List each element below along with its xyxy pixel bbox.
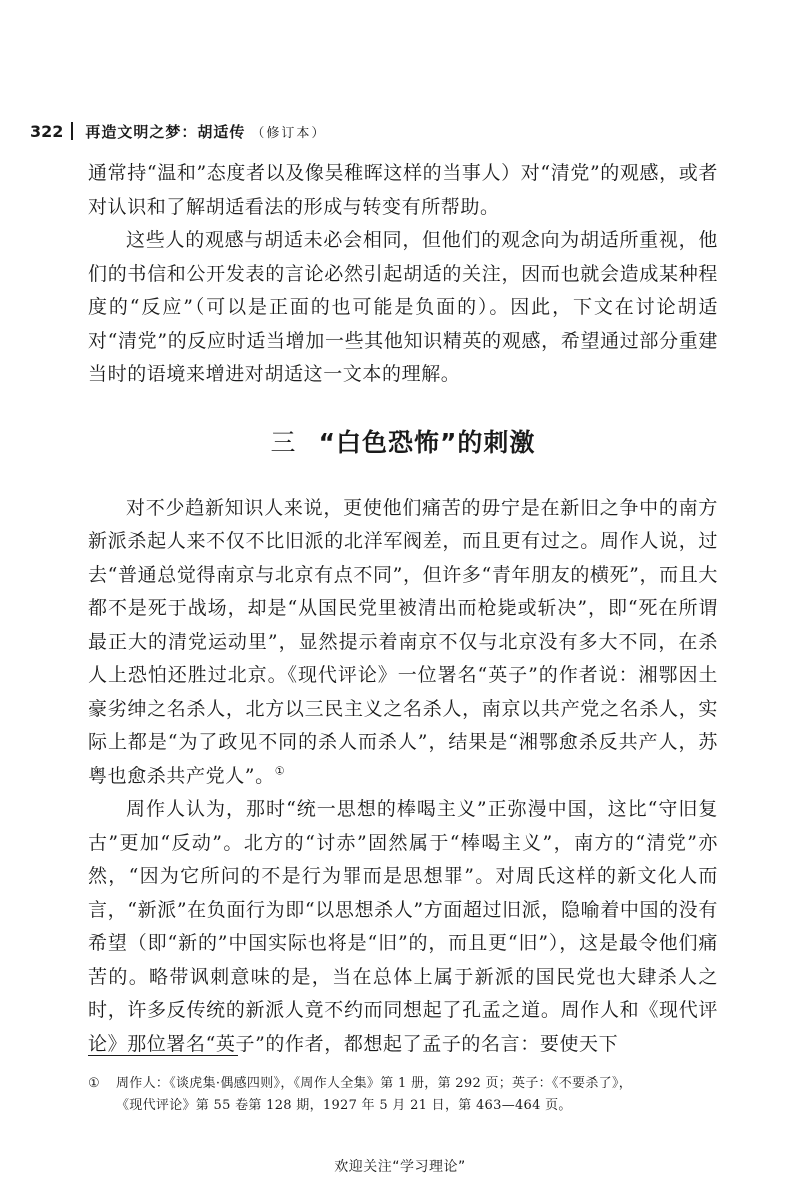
book-title: 再造文明之梦：胡适传	[85, 122, 246, 141]
footnote	[88, 1073, 728, 1117]
footnote-text-2: 《现代评论》第 55 卷第 128 期，1927 年 5 月 21 日，第 463—464 页。	[116, 1098, 572, 1113]
footnote-divider	[88, 1055, 238, 1056]
page-body	[88, 157, 718, 1061]
paragraph-2: 这些人的观感与胡适未必会相同，但他们的观念向为胡适所重视，他们的书信和公开发表的言论必然引起胡适的关注，因而也就会造成某种程度的“反应”（可以是正面的也可能是负面的）。因此，下文在讨论胡适对“清党”的反应时适当增加一些其他知识精英的观感，希望通过部分重建当时的语境来增进对胡适这一文本的理解。	[88, 229, 718, 385]
section-heading	[88, 426, 718, 460]
footer-promo: 欢迎关注“学习理论”	[334, 1159, 466, 1175]
footnote-text-1: 周作人：《谈虎集·偶感四则》，《周作人全集》第 1 册，第 292 页；英子：《不要杀了》，	[116, 1076, 633, 1091]
paragraph-3-text: 对不少趋新知识人来说，更使他们痛苦的毋宁是在新旧之争中的南方新派杀起人来不仅不比旧派的北洋军阀差，而且更有过之。周作人说，过去“普通总觉得南京与北京有点不同”，但许多“青年朋友的横死”，而且大都不是死于战场，却是“从国民党里被清出而枪毙或斩决”，即“死在所谓最正大的清党运动里”，显然提示着南京不仅与北京没有多大不同，在杀人上恐怕还胜过北京。《现代评论》一位署名“英子”的作者说：湘鄂因土豪劣绅之名杀人，北方以三民主义之名杀人，南京以共产党之名杀人，实际上都是“为了政见不同的杀人而杀人”，结果是“湘鄂愈杀反共产人，苏粤也愈杀共产党人”。	[88, 496, 718, 787]
header-divider	[71, 122, 73, 140]
footnote-reference[interactable]: ①	[274, 764, 286, 778]
paragraph-1: 通常持“温和”态度者以及像吴稚晖这样的当事人）对“清党”的观感，或者对认识和了解胡适看法的形成与转变有所帮助。	[88, 162, 718, 218]
paragraph-4: 周作人认为，那时“统一思想的棒喝主义”正弥漫中国，这比“守旧复古”更加“反动”。北方的“讨赤”固然属于“棒喝主义”，南方的“清党”亦然，“因为它所问的不是行为罪而是思想罪”。对周氏这样的新文化人而言，“新派”在负面行为即“以思想杀人”方面超过旧派，隐喻着中国的没有希望（即“新的”中国实际也将是“旧”的，而且更“旧”），这是最令他们痛苦的。略带讽刺意味的是，当在总体上属于新派的国民党也大肆杀人之时，许多反传统的新派人竟不约而同想起了孔孟之道。周作人和《现代评论》那位署名“英子”的作者，都想起了孟子的名言：要使天下	[88, 798, 718, 1055]
section-number: 三	[270, 427, 297, 457]
section-title: “白色恐怖”的刺激	[318, 427, 536, 457]
book-subtitle: （修订本）	[251, 125, 327, 141]
footnote-mark: ①	[88, 1076, 100, 1091]
footnote-line-1	[88, 1073, 728, 1095]
page-number: 322	[30, 121, 64, 141]
running-header	[30, 120, 326, 142]
paragraph-3	[88, 492, 718, 794]
